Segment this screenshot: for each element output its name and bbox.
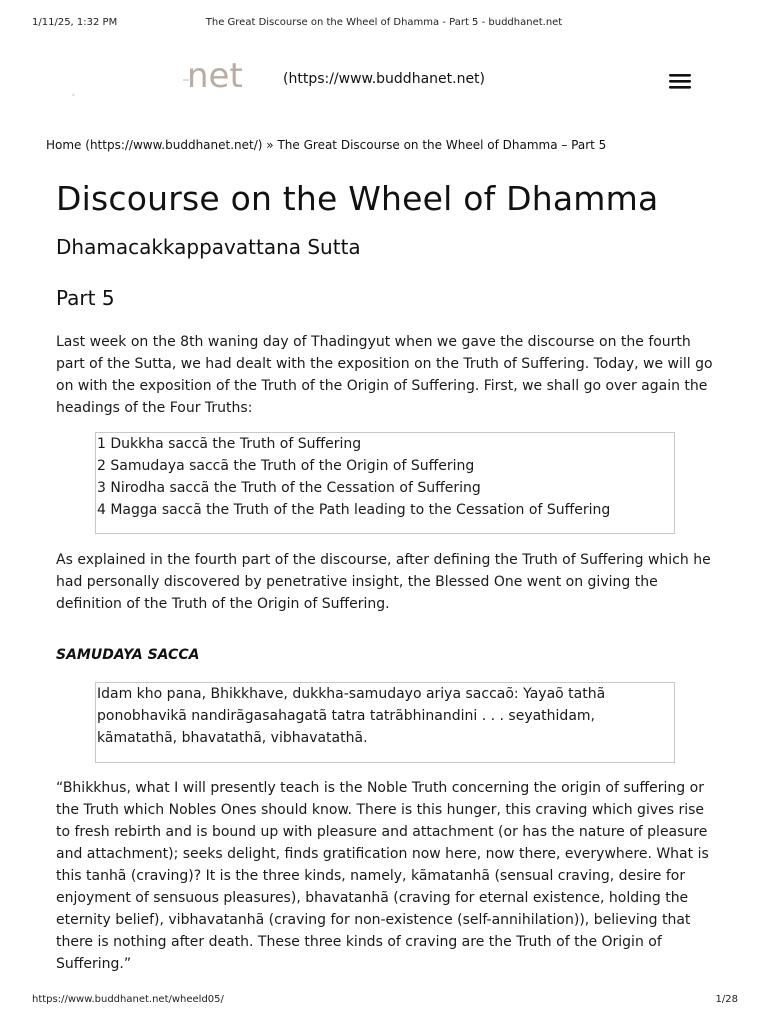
truth-item: 3 Nirodha saccã the Truth of the Cessation of Suffering	[97, 480, 481, 496]
site-logo[interactable]: net	[187, 56, 243, 96]
print-page-title: The Great Discourse on the Wheel of Dhamma - Part 5 - buddhanet.net	[205, 17, 563, 28]
translation-paragraph: “Bhikkhus, what I will presently teach is the Noble Truth concerning the origin of suffering or the Truth which Nobles Ones should know. There is this hunger, this craving which gives rise to fresh rebirth and is bound up with pleasure and attachment (or has the nature of pleasure and attachment); seeks delight, finds gratification now here, now there, everywhere. What is this tanhã (craving)? It is the three kinds, namely, kãmatanhã (sensual craving, desire for enjoyment of sensuous pleasures), bhavatanhã (craving for eternal existence, holding the eternity belief), vibhavatanhã (craving for non-existence (self-annihilation)), believing that there is nothing after death. These three kinds of craving are the Truth of the Origin of Suffering.”	[56, 780, 709, 972]
print-header	[0, 17, 768, 31]
section-heading: SAMUDAYA SACCA	[56, 647, 200, 663]
four-truths-box	[95, 432, 675, 534]
home-link[interactable]: (https://www.buddhanet.net)	[283, 71, 486, 87]
logo-fragment	[72, 94, 75, 96]
menu-button[interactable]	[666, 72, 694, 94]
truth-item: 2 Samudaya saccã the Truth of the Origin of Suffering	[97, 458, 475, 474]
pali-quote-box	[95, 682, 675, 763]
breadcrumb-home[interactable]: Home	[46, 138, 82, 152]
site-header	[0, 56, 768, 106]
print-footer	[0, 994, 768, 1008]
page-title: Discourse on the Wheel of Dhamma	[56, 179, 659, 218]
truth-item: 1 Dukkha saccã the Truth of Suffering	[97, 436, 362, 452]
hamburger-menu-icon	[666, 72, 694, 94]
page-subtitle: Dhamacakkappavattana Sutta	[56, 235, 361, 259]
breadcrumb	[46, 138, 606, 152]
print-url: https://www.buddhanet.net/wheeld05/	[32, 994, 224, 1005]
breadcrumb-home-url[interactable]: (https://www.buddhanet.net/)	[85, 138, 263, 152]
truth-item: 4 Magga saccã the Truth of the Path leading to the Cessation of Suffering	[97, 502, 611, 518]
part-heading: Part 5	[56, 286, 115, 310]
print-page-count: 1/28	[715, 994, 738, 1005]
breadcrumb-current: The Great Discourse on the Wheel of Dhamma – Part 5	[277, 138, 607, 152]
explanation-paragraph: As explained in the fourth part of the discourse, after defining the Truth of Suffering which he had personally discovered by penetrative insight, the Blessed One went on giving the definition of the Truth of the Origin of Suffering.	[56, 552, 711, 612]
breadcrumb-separator: »	[266, 138, 274, 152]
print-datetime: 1/11/25, 1:32 PM	[32, 17, 118, 28]
intro-paragraph: Last week on the 8th waning day of Thadingyut when we gave the discourse on the fourth part of the Sutta, we had dealt with the exposition on the Truth of Suffering. Today, we will go on with the exposition of the Truth of the Origin of Suffering. First, we shall go over again the headings of the Four Truths:	[56, 334, 713, 416]
pali-quote: Idam kho pana, Bhikkhave, dukkha-samudayo ariya saccaõ: Yayaõ tathã ponobhavikã nandirãgasahagatã tatra tatrãbhinandini . . . seyathidam, kãmatathã, bhavatathã, vibhavatathã.	[97, 686, 606, 746]
